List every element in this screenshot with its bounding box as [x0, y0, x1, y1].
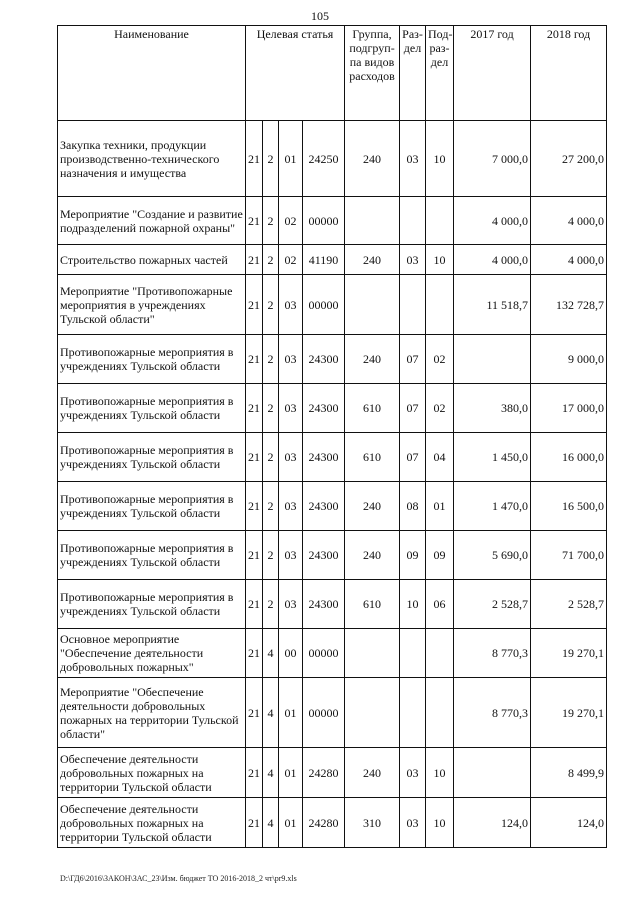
header-group: Группа, подгруп- па видов расходов	[345, 26, 400, 121]
header-year-2018: 2018 год	[531, 26, 607, 121]
cell-2017: 4 000,0	[454, 197, 531, 245]
code-event: 03	[279, 275, 303, 335]
code-program: 21	[246, 482, 263, 531]
code-program: 21	[246, 433, 263, 482]
code-direction: 24280	[303, 748, 345, 798]
cell-section	[400, 197, 426, 245]
header-section: Раз- дел	[400, 26, 426, 121]
row-name: Противопожарные мероприятия в учреждениях Тульской области	[58, 384, 246, 433]
cell-section	[400, 275, 426, 335]
code-program: 21	[246, 748, 263, 798]
code-event: 03	[279, 433, 303, 482]
cell-group	[345, 275, 400, 335]
code-direction: 00000	[303, 275, 345, 335]
table-row	[58, 531, 607, 580]
cell-section: 07	[400, 384, 426, 433]
cell-2017	[454, 748, 531, 798]
code-subprogram: 2	[263, 482, 279, 531]
cell-subsection: 04	[426, 433, 454, 482]
code-event: 03	[279, 580, 303, 629]
code-direction: 24300	[303, 482, 345, 531]
row-name: Противопожарные мероприятия в учреждениях Тульской области	[58, 531, 246, 580]
cell-2017	[454, 335, 531, 384]
page-number: 105	[311, 9, 329, 23]
row-name: Противопожарные мероприятия в учреждениях Тульской области	[58, 335, 246, 384]
code-subprogram: 2	[263, 580, 279, 629]
code-program: 21	[246, 121, 263, 197]
cell-2017: 1 450,0	[454, 433, 531, 482]
code-direction: 24300	[303, 335, 345, 384]
table-row	[58, 121, 607, 197]
cell-2018: 16 000,0	[531, 433, 607, 482]
header-subsection: Под- раз- дел	[426, 26, 454, 121]
cell-subsection: 10	[426, 121, 454, 197]
cell-group: 240	[345, 748, 400, 798]
code-event: 01	[279, 121, 303, 197]
row-name: Обеспечение деятельности добровольных пожарных на территории Тульской области	[58, 748, 246, 798]
code-direction: 24300	[303, 384, 345, 433]
table-row	[58, 678, 607, 748]
code-subprogram: 2	[263, 433, 279, 482]
cell-2018: 19 270,1	[531, 678, 607, 748]
cell-2017: 124,0	[454, 798, 531, 848]
code-program: 21	[246, 275, 263, 335]
header-name: Наименование	[58, 26, 246, 121]
cell-2017: 8 770,3	[454, 629, 531, 678]
code-event: 03	[279, 335, 303, 384]
cell-2018: 19 270,1	[531, 629, 607, 678]
code-event: 03	[279, 531, 303, 580]
table-header-row	[58, 26, 607, 121]
code-program: 21	[246, 629, 263, 678]
cell-section: 09	[400, 531, 426, 580]
cell-2018: 9 000,0	[531, 335, 607, 384]
cell-2018: 8 499,9	[531, 748, 607, 798]
cell-subsection: 02	[426, 335, 454, 384]
code-direction: 00000	[303, 197, 345, 245]
code-program: 21	[246, 678, 263, 748]
row-name: Противопожарные мероприятия в учреждениях Тульской области	[58, 580, 246, 629]
cell-subsection	[426, 678, 454, 748]
cell-subsection: 06	[426, 580, 454, 629]
cell-group	[345, 678, 400, 748]
cell-2018: 71 700,0	[531, 531, 607, 580]
cell-section: 03	[400, 245, 426, 275]
cell-section: 07	[400, 335, 426, 384]
cell-2017: 5 690,0	[454, 531, 531, 580]
table-row	[58, 748, 607, 798]
row-name: Строительство пожарных частей	[58, 245, 246, 275]
row-name: Закупка техники, продукции производственно-технического назначения и имущества	[58, 121, 246, 197]
cell-2018: 27 200,0	[531, 121, 607, 197]
code-program: 21	[246, 197, 263, 245]
cell-subsection: 10	[426, 245, 454, 275]
file-path-footer: D:\ГД6\2016\ЗАКОН\ЗАС_23\Изм. бюджет ТО 2016-2018_2 чт\pr9.xls	[60, 874, 297, 883]
code-direction: 24250	[303, 121, 345, 197]
code-event: 03	[279, 384, 303, 433]
cell-2017: 4 000,0	[454, 245, 531, 275]
cell-group: 240	[345, 482, 400, 531]
code-subprogram: 2	[263, 384, 279, 433]
cell-2018: 2 528,7	[531, 580, 607, 629]
code-event: 03	[279, 482, 303, 531]
header-year-2017: 2017 год	[454, 26, 531, 121]
table-row	[58, 580, 607, 629]
cell-group	[345, 629, 400, 678]
cell-2018: 16 500,0	[531, 482, 607, 531]
code-subprogram: 2	[263, 335, 279, 384]
code-subprogram: 2	[263, 245, 279, 275]
cell-section: 03	[400, 121, 426, 197]
row-name: Противопожарные мероприятия в учреждениях Тульской области	[58, 433, 246, 482]
code-direction: 00000	[303, 678, 345, 748]
code-program: 21	[246, 798, 263, 848]
code-program: 21	[246, 531, 263, 580]
cell-section: 10	[400, 580, 426, 629]
cell-group: 610	[345, 433, 400, 482]
code-subprogram: 4	[263, 748, 279, 798]
table-row	[58, 245, 607, 275]
cell-2017: 11 518,7	[454, 275, 531, 335]
code-event: 01	[279, 678, 303, 748]
table-row	[58, 384, 607, 433]
cell-subsection: 01	[426, 482, 454, 531]
cell-group: 240	[345, 531, 400, 580]
row-name: Противопожарные мероприятия в учреждениях Тульской области	[58, 482, 246, 531]
row-name: Обеспечение деятельности добровольных пожарных на территории Тульской области	[58, 798, 246, 848]
table-body	[58, 121, 607, 848]
cell-subsection	[426, 275, 454, 335]
table-row	[58, 335, 607, 384]
cell-group: 240	[345, 121, 400, 197]
cell-2018: 4 000,0	[531, 245, 607, 275]
row-name: Мероприятие "Создание и развитие подразделений пожарной охраны"	[58, 197, 246, 245]
table-row	[58, 433, 607, 482]
cell-group: 310	[345, 798, 400, 848]
cell-2017: 2 528,7	[454, 580, 531, 629]
table-row	[58, 482, 607, 531]
code-subprogram: 4	[263, 678, 279, 748]
cell-group: 610	[345, 384, 400, 433]
code-program: 21	[246, 245, 263, 275]
cell-section: 08	[400, 482, 426, 531]
code-direction: 24300	[303, 531, 345, 580]
code-program: 21	[246, 335, 263, 384]
cell-section	[400, 629, 426, 678]
cell-section	[400, 678, 426, 748]
code-program: 21	[246, 384, 263, 433]
cell-2018: 4 000,0	[531, 197, 607, 245]
row-name: Основное мероприятие "Обеспечение деятельности добровольных пожарных"	[58, 629, 246, 678]
cell-subsection	[426, 197, 454, 245]
cell-2018: 132 728,7	[531, 275, 607, 335]
code-program: 21	[246, 580, 263, 629]
table-row	[58, 197, 607, 245]
code-event: 01	[279, 748, 303, 798]
cell-section: 03	[400, 748, 426, 798]
cell-2017: 8 770,3	[454, 678, 531, 748]
code-direction: 41190	[303, 245, 345, 275]
code-subprogram: 4	[263, 629, 279, 678]
cell-subsection: 09	[426, 531, 454, 580]
code-subprogram: 2	[263, 197, 279, 245]
cell-2017: 380,0	[454, 384, 531, 433]
code-event: 00	[279, 629, 303, 678]
cell-2018: 17 000,0	[531, 384, 607, 433]
code-direction: 24300	[303, 580, 345, 629]
code-event: 02	[279, 245, 303, 275]
cell-2017: 1 470,0	[454, 482, 531, 531]
code-subprogram: 2	[263, 531, 279, 580]
cell-section: 03	[400, 798, 426, 848]
cell-section: 07	[400, 433, 426, 482]
table-row	[58, 275, 607, 335]
cell-subsection: 10	[426, 748, 454, 798]
budget-table	[57, 25, 607, 848]
cell-subsection	[426, 629, 454, 678]
cell-group: 240	[345, 335, 400, 384]
table-row	[58, 629, 607, 678]
code-subprogram: 2	[263, 121, 279, 197]
code-subprogram: 2	[263, 275, 279, 335]
cell-2018: 124,0	[531, 798, 607, 848]
table-row	[58, 798, 607, 848]
row-name: Мероприятие "Обеспечение деятельности добровольных пожарных на территории Тульской области"	[58, 678, 246, 748]
code-direction: 00000	[303, 629, 345, 678]
cell-2017: 7 000,0	[454, 121, 531, 197]
cell-group: 610	[345, 580, 400, 629]
code-direction: 24280	[303, 798, 345, 848]
cell-group	[345, 197, 400, 245]
cell-group: 240	[345, 245, 400, 275]
code-subprogram: 4	[263, 798, 279, 848]
code-event: 02	[279, 197, 303, 245]
cell-subsection: 10	[426, 798, 454, 848]
header-target-article: Целевая статья	[246, 26, 345, 121]
code-event: 01	[279, 798, 303, 848]
row-name: Мероприятие "Противопожарные мероприятия в учреждениях Тульской области"	[58, 275, 246, 335]
cell-subsection: 02	[426, 384, 454, 433]
code-direction: 24300	[303, 433, 345, 482]
